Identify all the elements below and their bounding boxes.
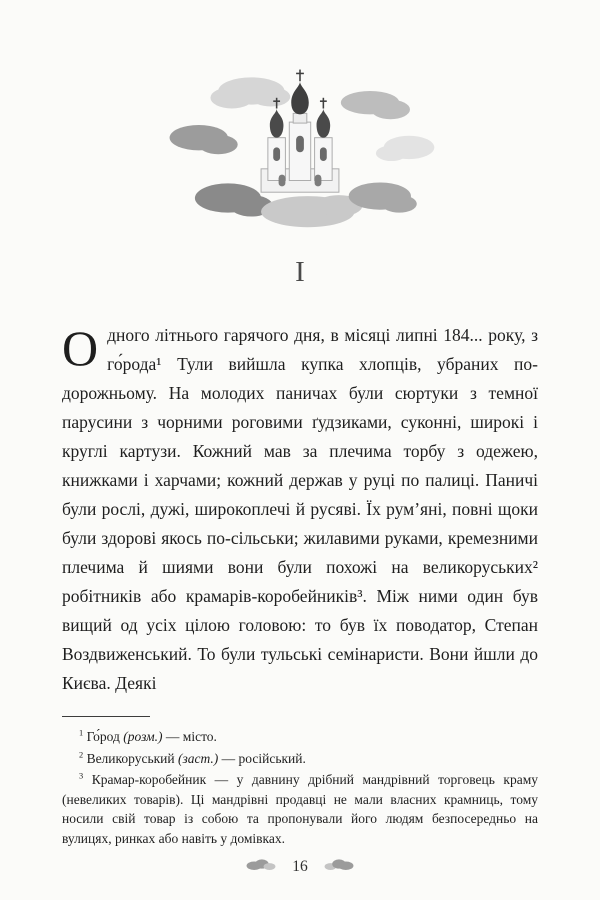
footnote-qualifier: (розм.) <box>123 729 163 744</box>
page-footer <box>0 857 600 876</box>
footnote-text: — у давнину дрібний мандрівний торговець краму (невеликих товарів). Ці мандрівні продавці не мали власних крамниць, тому носили свій товар із собою та пропонували його людям безпосередньо на вулицях, ринках або навіть у домівках. <box>62 772 538 846</box>
cloud-shape <box>210 77 290 108</box>
footnote-qualifier: (заст.) <box>178 750 219 766</box>
cloud-shape <box>261 195 362 227</box>
footnote-text: — місто. <box>162 729 217 744</box>
cloud-shape <box>341 91 410 119</box>
footnote-2 <box>62 749 538 769</box>
body-paragraph <box>62 321 538 698</box>
church-in-clouds-illustration <box>62 52 538 244</box>
paragraph-text: дного літнього гарячого дня, в місяці липні 184... року, з го́рода¹ Тули вийшла купка хлопців, убраних по-дорожньому. На молодих паничах були сюртуки з темної парусини з чорними роговими ґудзиками, суконні, широкі і круглі картузи. Кожний мав за плечима торбу з одежею, книжками і харчами; кожний держав у руці по палиці. Паничі були рослі, дужі, широкоплечі й русяві. Їх рум’яні, повні щоки були здорові якось по-сільськи; жилавими руками, кремезними плечима й шиями вони були похожі на великоруських² робітників або крамарів-коробейників³. Між ними один був вищий од усіх цілою головою: то був їх поводатор, Степан Воздвиженський. То були тульські семінаристи. Вони йшли до Києва. Деякі <box>62 325 538 693</box>
footnote-marker: 3 <box>79 771 84 781</box>
footnote-term: Великоруський <box>86 750 178 766</box>
cloud-ornament-left-icon <box>244 857 278 876</box>
cloud-shape <box>170 125 238 154</box>
footnote-text: — російський. <box>218 750 306 766</box>
cloud-shape <box>376 136 434 161</box>
footnote-1 <box>62 727 538 747</box>
page-number: 16 <box>292 857 308 875</box>
footnote-rule <box>62 716 150 717</box>
footnote-3 <box>62 770 538 848</box>
drop-cap: О <box>62 320 99 376</box>
footnote-term: Крамар-коробейник <box>91 772 207 787</box>
church-in-clouds-svg <box>154 52 446 237</box>
footnote-marker: 2 <box>79 750 84 759</box>
footnote-term: Го́род <box>86 729 124 744</box>
cloud-ornament-right-icon <box>322 857 356 876</box>
chapter-numeral: I <box>295 256 305 288</box>
footnote-marker: 1 <box>79 728 84 738</box>
